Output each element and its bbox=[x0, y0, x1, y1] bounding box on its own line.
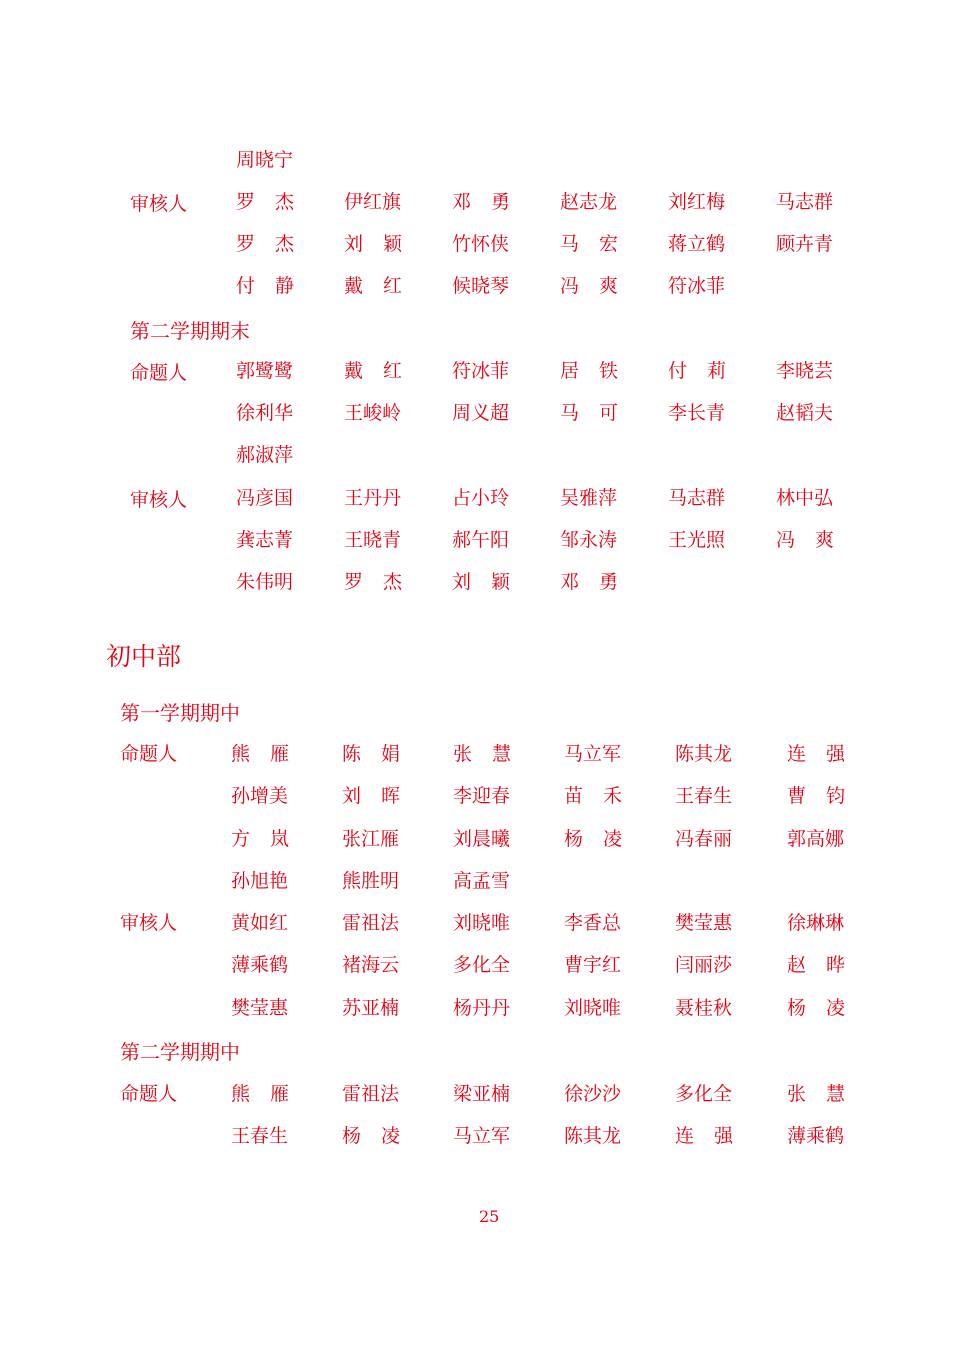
person-name: 冯 爽 bbox=[560, 275, 618, 297]
person-name: 刘晓唯 bbox=[453, 912, 511, 934]
person-name: 李香总 bbox=[564, 912, 622, 934]
person-name: 赵韬夫 bbox=[776, 402, 834, 424]
person-name: 熊 雁 bbox=[231, 743, 289, 765]
person-name: 薄乘鹤 bbox=[787, 1125, 845, 1148]
reviewers-label: 审核人 bbox=[130, 489, 188, 511]
person-name: 戴 红 bbox=[344, 275, 402, 297]
page-number: 25 bbox=[479, 1207, 500, 1226]
person-name: 闫丽莎 bbox=[675, 954, 733, 977]
person-name: 刘 颖 bbox=[344, 233, 402, 255]
person-name: 熊胜明 bbox=[342, 869, 400, 892]
person-name: 孙增美 bbox=[231, 785, 289, 808]
person-name: 戴 红 bbox=[344, 360, 402, 382]
person-name: 罗 杰 bbox=[344, 571, 402, 593]
person-name: 马立军 bbox=[564, 743, 622, 765]
person-name: 陈其龙 bbox=[564, 1125, 622, 1148]
person-name: 龚志菁 bbox=[236, 529, 294, 551]
person-name: 周义超 bbox=[452, 402, 510, 424]
person-name: 王晓青 bbox=[344, 529, 402, 551]
person-name: 刘红梅 bbox=[668, 191, 726, 213]
person-name: 占小玲 bbox=[452, 487, 510, 509]
person-name: 罗 杰 bbox=[236, 191, 294, 213]
person-name: 雷祖法 bbox=[342, 912, 400, 934]
person-name: 付 莉 bbox=[668, 360, 726, 382]
person-name: 邓 勇 bbox=[452, 191, 510, 213]
person-name: 朱伟明 bbox=[236, 571, 294, 593]
proposers-label: 命题人 bbox=[120, 1083, 178, 1105]
person-name: 刘晓唯 bbox=[564, 996, 622, 1019]
person-name: 邓 勇 bbox=[560, 571, 618, 593]
person-name: 吴雅萍 bbox=[560, 487, 618, 509]
person-name: 付 静 bbox=[236, 275, 294, 297]
person-name: 符冰菲 bbox=[668, 275, 726, 297]
person-name: 方 岚 bbox=[231, 827, 289, 850]
person-name: 张 慧 bbox=[787, 1083, 845, 1105]
person-name: 梁亚楠 bbox=[453, 1083, 511, 1105]
person-name: 顾卉青 bbox=[776, 233, 834, 255]
person-name: 冯 爽 bbox=[776, 529, 834, 551]
person-name: 竹怀侠 bbox=[452, 233, 510, 255]
person-name: 蒋立鹤 bbox=[668, 233, 726, 255]
person-name: 马 可 bbox=[560, 402, 618, 424]
person-name: 曹 钧 bbox=[787, 785, 845, 808]
proposers-label: 命题人 bbox=[130, 362, 188, 384]
person-name: 王光照 bbox=[668, 529, 726, 551]
person-name: 居 铁 bbox=[560, 360, 618, 382]
person-name: 郝淑萍 bbox=[236, 444, 294, 466]
person-name: 李迎春 bbox=[453, 785, 511, 808]
person-name: 赵 晔 bbox=[787, 954, 845, 977]
person-name: 连 强 bbox=[675, 1125, 733, 1148]
person-name: 符冰菲 bbox=[452, 360, 510, 382]
person-name: 冯彦国 bbox=[236, 487, 294, 509]
section-heading: 第二学期期末 bbox=[130, 319, 250, 343]
person-name: 曹宇红 bbox=[564, 954, 622, 977]
person-name: 刘 晖 bbox=[342, 785, 400, 808]
person-name: 冯春丽 bbox=[675, 827, 733, 850]
person-name: 张 慧 bbox=[453, 743, 511, 765]
person-name: 多化全 bbox=[675, 1083, 733, 1105]
person-name: 褚海云 bbox=[342, 954, 400, 977]
person-name: 郭鹭鹭 bbox=[236, 360, 294, 382]
person-name: 刘 颖 bbox=[452, 571, 510, 593]
person-name: 樊莹惠 bbox=[675, 912, 733, 934]
person-name: 林中弘 bbox=[776, 487, 834, 509]
person-name: 徐沙沙 bbox=[564, 1083, 622, 1105]
section-heading: 第一学期期中 bbox=[120, 701, 240, 725]
person-name: 雷祖法 bbox=[342, 1083, 400, 1105]
person-name: 徐利华 bbox=[236, 402, 294, 424]
person-name: 李晓芸 bbox=[776, 360, 834, 382]
person-name: 苏亚楠 bbox=[342, 996, 400, 1019]
person-name: 罗 杰 bbox=[236, 233, 294, 255]
reviewers-label: 审核人 bbox=[120, 912, 178, 934]
person-name: 杨 凌 bbox=[564, 827, 622, 850]
person-name: 李长青 bbox=[668, 402, 726, 424]
person-name: 高孟雪 bbox=[453, 869, 511, 892]
person-name: 伊红旗 bbox=[344, 191, 402, 213]
person-name: 赵志龙 bbox=[560, 191, 618, 213]
person-name: 张江雁 bbox=[342, 827, 400, 850]
person-name: 陈 娟 bbox=[342, 743, 400, 765]
person-name: 杨 凌 bbox=[787, 996, 845, 1019]
person-name: 马立军 bbox=[453, 1125, 511, 1148]
person-name: 薄乘鹤 bbox=[231, 954, 289, 977]
division-title: 初中部 bbox=[106, 642, 182, 671]
person-name: 周晓宁 bbox=[236, 149, 294, 171]
person-name: 郝午阳 bbox=[452, 529, 510, 551]
person-name: 徐琳琳 bbox=[787, 912, 845, 934]
person-name: 王峻岭 bbox=[344, 402, 402, 424]
person-name: 苗 禾 bbox=[564, 785, 622, 808]
proposers-label: 命题人 bbox=[120, 743, 178, 765]
person-name: 黄如红 bbox=[231, 912, 289, 934]
person-name: 马志群 bbox=[668, 487, 726, 509]
person-name: 连 强 bbox=[787, 743, 845, 765]
person-name: 杨丹丹 bbox=[453, 996, 511, 1019]
person-name: 陈其龙 bbox=[675, 743, 733, 765]
person-name: 马 宏 bbox=[560, 233, 618, 255]
person-name: 王丹丹 bbox=[344, 487, 402, 509]
person-name: 马志群 bbox=[776, 191, 834, 213]
person-name: 聂桂秋 bbox=[675, 996, 733, 1019]
section-heading: 第二学期期中 bbox=[120, 1040, 240, 1064]
person-name: 刘晨曦 bbox=[453, 827, 511, 850]
person-name: 多化全 bbox=[453, 954, 511, 977]
person-name: 樊莹惠 bbox=[231, 996, 289, 1019]
person-name: 邹永涛 bbox=[560, 529, 618, 551]
person-name: 王春生 bbox=[675, 785, 733, 808]
reviewers-label: 审核人 bbox=[130, 193, 188, 215]
person-name: 王春生 bbox=[231, 1125, 289, 1148]
person-name: 孙旭艳 bbox=[231, 869, 289, 892]
person-name: 郭高娜 bbox=[787, 827, 845, 850]
person-name: 候晓琴 bbox=[452, 275, 510, 297]
person-name: 熊 雁 bbox=[231, 1083, 289, 1105]
person-name: 杨 凌 bbox=[342, 1125, 400, 1148]
